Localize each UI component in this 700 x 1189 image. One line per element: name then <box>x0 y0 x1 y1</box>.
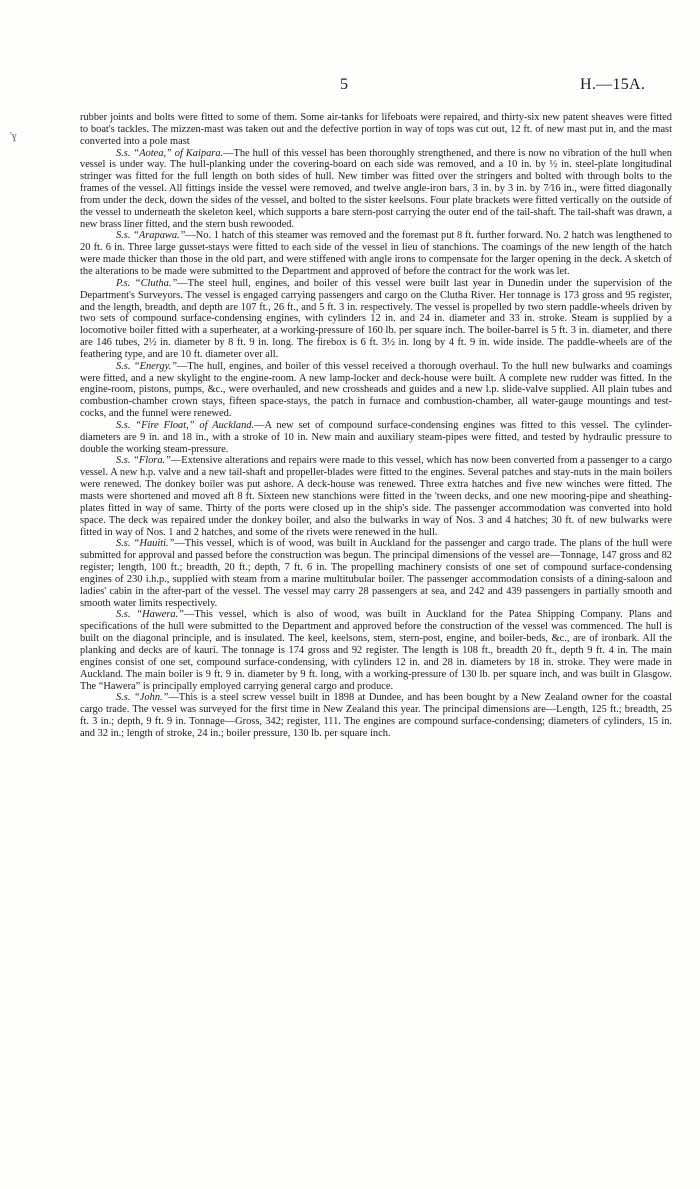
body-text <box>80 112 672 740</box>
paragraph-hawera <box>80 609 672 692</box>
margin-mark: 'ɣ <box>10 131 17 142</box>
vessel-name: P.s. “Clutha.” <box>116 277 178 289</box>
paragraph-aotea <box>80 148 672 231</box>
paragraph-text: —The steel hull, engines, and boiler of this vessel were built last year in Dunedin under the supervision of the Department's Surveyors. The vessel is engaged carrying passengers and cargo on the Clutha River. Her tonnage is 173 gross and 95 register, and the length, breadth, and depth are 107 ft., 26 ft., and 5 ft. 3 in. respectively. The vessel is propelled by two stern paddle-wheels driven by two sets of compound surface-condensing engines, with cylinders 12 in. and 24 in. diameter and 33 in. stroke. Steam is supplied by a locomotive boiler fitted with a superheater, at a working-pressure of 160 lb. per square inch. The boiler-barrel is 5 ft. 3 in. diameter, and there are 146 tubes, 2½ in. diameter by 8 ft. 9 in. long. The firebox is 6 ft. 3½ in. long by 4 ft. 9 in. wide inside. The paddle-wheels are of the feathering type, and are 10 ft. diameter over all. <box>80 277 672 360</box>
paragraph-arapawa <box>80 230 672 277</box>
paragraph-text: —No. 1 hatch of this steamer was removed and the foremast put 8 ft. further forward. No. 2 hatch was lengthened to 20 ft. 6 in. Three large gusset-stays were fitted to each side of the vessel in lieu of stanchions. The coamings of the new length of the hatch were made thicker than those in the old part, and were stiffened with angle irons to compensate for the larger opening in the deck. A sketch of the alterations to be made were submitted to the Department and approved of before the contract for the work was let. <box>80 230 673 277</box>
paragraph-clutha <box>80 278 672 361</box>
vessel-name: S.s. “Hauiti.” <box>116 538 175 550</box>
paragraph-text: —This vessel, which is of wood, was built in Auckland for the passenger and cargo trade. The plans of the hull were submitted for approval and passed before the construction was begun. The principal dimensions of the vessel are—Tonnage, 147 gross and 82 register; length, 100 ft.; breadth, 20 ft.; depth, 7 ft. 6 in. The propelling machinery consists of one set of compound surface-condensing engines of 230 i.h.p., supplied with steam from a marine multitubular boiler. The passenger accommodation consists of a dining-saloon and ladies' cabin in the after-part of the vessel. The vessel may carry 28 passengers at sea, and 242 and 439 passengers in partially smooth and smooth water limits respectively. <box>80 538 672 609</box>
paragraph-flora <box>80 455 672 538</box>
vessel-name: S.s. “Flora.” <box>116 455 171 467</box>
paragraph-text: —Extensive alterations and repairs were made to this vessel, which has now been converted from a passenger to a cargo vessel. A new h.p. valve and a new tail-shaft and propeller-blades were fitted to the engines. Several patches and stay-nuts in the main boilers were renewed. The donkey boiler was put ashore. A deck-house was renewed. Three extra hatches and five new winches were fitted. The masts were shortened and moved aft 8 ft. Sixteen new stanchions were fitted in the 'tween decks, and one new mooring-pipe and sheathing-plates fitted in way of same. Thirty of the ports were closed up in the ship's side. The passenger accommodation was converted into hold space. The deck was repaired under the donkey boiler, and also the bulwarks in way of Nos. 3 and 4 hatches; 30 ft. of new bulwarks were fitted in way of Nos. 1 and 2 hatches, and some of the rivets were renewed in the hull. <box>80 455 672 538</box>
paragraph-text: —The hull of this vessel has been thoroughly strengthened, and there is now no vibration of the hull when vessel is under way. The hull-planking under the covering-board on each side was removed, and a 10 in. by ½ in. steel-plate longitudinal stringer was fitted for the full length on both sides of hull. New timber was fitted over the stringers and bolted with through bolts to the frames of the vessel. All fittings inside the vessel were removed, and twelve angle-iron bars, 3 in. by 3 in. by 7⁄16 in., were fitted diagonally from under the deck, down the sides of the vessel, and bolted to the sister keelsons. Four plate brackets were fitted vertically on the outside of the vessel to underneath the skeleton keel, which supports a bare stern-post carrying the outer end of the tail-shaft. The tail-shaft was drawn, a new brass liner fitted, and the stern bush rewooded. <box>80 147 672 230</box>
paragraph-energy <box>80 361 672 420</box>
paragraph-text: —A new set of compound surface-condensing engines was fitted to this vessel. The cylinder-diameters are 9 in. and 18 in., with a stroke of 10 in. New main and auxiliary steam-pipes were fitted, and tested by hydraulic pressure to double the working steam-pressure. <box>80 419 672 455</box>
vessel-name: S.s. “John.” <box>116 692 169 704</box>
vessel-name: S.s. “Energy.” <box>116 360 178 372</box>
vessel-name: S.s. “Hawera.” <box>116 609 184 621</box>
vessel-name: S.s. “Arapawa.” <box>116 230 186 242</box>
document-reference: H.—15A. <box>580 76 646 93</box>
paragraph-text: rubber joints and bolts were fitted to some of them. Some air-tanks for lifeboats were repaired, and thirty-six new patent sheaves were fitted to boat's tackles. The mizzen-mast was taken out and the defective portion in way of tops was cut out, 12 ft. of new mast put in, and the mast converted into a pole mast <box>80 112 672 147</box>
paragraph-continuation <box>80 112 672 148</box>
paragraph-john <box>80 692 672 739</box>
paragraph-fire-float <box>80 420 672 456</box>
vessel-name: S.s. “Aotea,” of Kaipara. <box>116 147 224 159</box>
paragraph-text: —The hull, engines, and boiler of this vessel received a thorough overhaul. To the hull new bulwarks and coamings were fitted, and a new skylight to the engine-room. A new lamp-locker and deck-house were built. A complete new rudder was fitted. In the engine-room, pistons, pumps, &c., were overhauled, and new crossheads and guides and a new l.p. slide-valve supplied. All plain tubes and combustion-chamber crown stays, fifteen space-stays, the patch in furnace and combustion-chamber, all water-gauge mountings and test-cocks, and the funnel were renewed. <box>80 360 672 420</box>
paragraph-text: —This is a steel screw vessel built in 1898 at Dundee, and has been bought by a New Zealand owner for the coastal cargo trade. The vessel was surveyed for the first time in New Zealand this year. The principal dimensions are—Length, 125 ft.; breadth, 25 ft. 3 in.; depth, 9 ft. 9 in. Tonnage—Gross, 342; register, 111. The engines are compound surface-condensing; diameters of cylinders, 15 in. and 32 in.; length of stroke, 24 in.; boiler pressure, 130 lb. per square inch. <box>80 692 672 739</box>
paragraph-hauiti <box>80 538 672 609</box>
page-number: 5 <box>340 76 348 93</box>
vessel-name: S.s. “Fire Float,” of Auckland. <box>116 419 255 431</box>
paragraph-text: —This vessel, which is also of wood, was built in Auckland for the Patea Shipping Company. Plans and specifications of the hull were submitted to the Department and approved before the construction of the vessel was commenced. The hull is built on the diagonal principle, and is insulated. The keel, keelsons, stem, stern-post, engine, and boiler-beds, &c., are of ironbark. All the planking and decks are of kauri. The tonnage is 174 gross and 92 register. The length is 108 ft., breadth 20 ft., depth 9 ft. 4 in. The main engines consist of one set, compound surface-condensing, with cylinders 12 in. and 28 in. diameters by 18 in. stroke. They were made in Auckland. The main boiler is 9 ft. 9 in. diameter by 9 ft. long, with a working-pressure of 130 lb. per square inch, and was built in Glasgow. The “Hawera” is principally employed carrying general cargo and produce. <box>80 609 672 692</box>
